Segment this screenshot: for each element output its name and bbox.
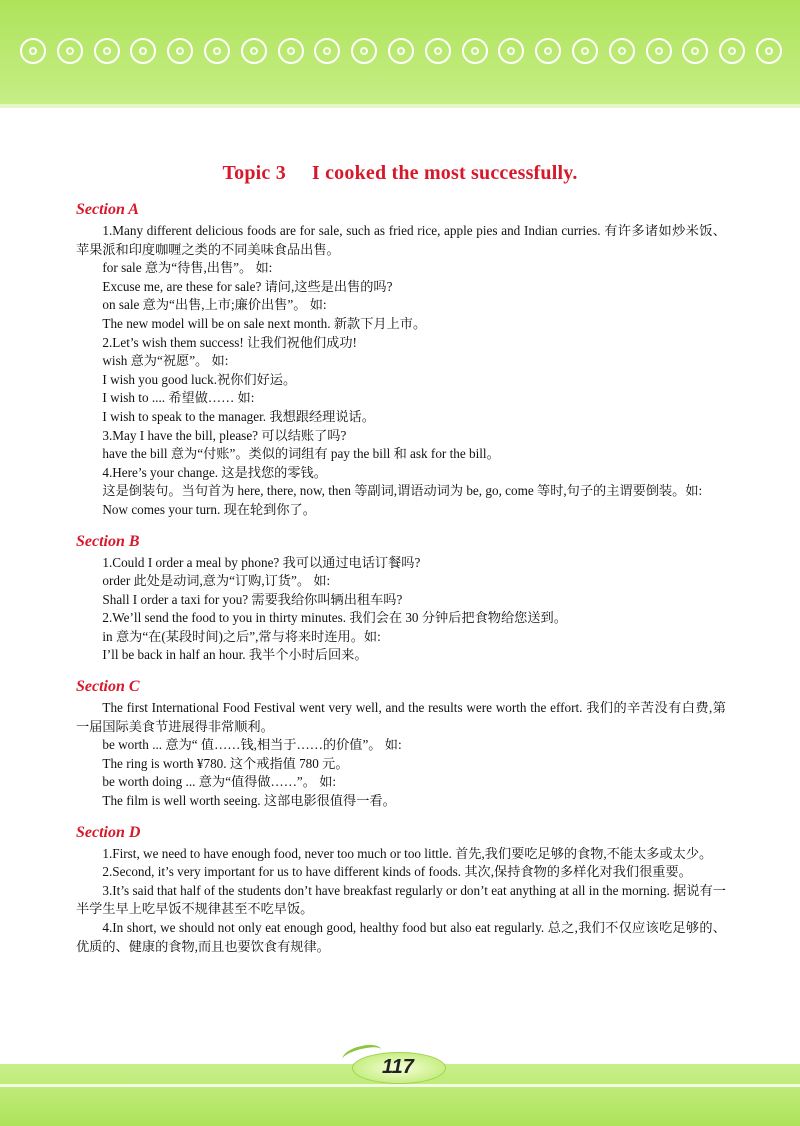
paragraph: I wish to .... 希望做…… 如:: [102, 390, 255, 406]
ring-ornament-icon: [388, 38, 414, 64]
section-b: [76, 530, 726, 666]
paragraph: 3.It’s said that half of the students don’t have breakfast regularly or don’t eat anything at all in the morning. 据说有一半学生早上吃早饭不规律甚至不吃早饭。: [76, 882, 726, 917]
paragraph: be worth ... 意为“ 值……钱,相当于……的价值”。 如:: [102, 737, 402, 753]
ring-ornament-icon: [609, 38, 635, 64]
page-number-badge: [340, 1046, 450, 1086]
header-divider: [0, 104, 800, 108]
paragraph: The ring is worth ¥780. 这个戒指值 780 元。: [102, 755, 349, 771]
section-heading: Section B: [76, 532, 140, 550]
paragraph: 这是倒装句。当句首为 here, there, now, then 等副词,谓语动词为 be, go, come 等时,句子的主谓要倒装。如:: [102, 483, 703, 499]
topic-label: Topic 3: [222, 162, 286, 184]
paragraph: 4.Here’s your change. 这是找您的零钱。: [102, 464, 327, 480]
paragraph: The film is well worth seeing. 这部电影很值得一看。: [102, 793, 396, 809]
ring-ornament-icon: [130, 38, 156, 64]
ring-ornament-icon: [572, 38, 598, 64]
topic-heading: I cooked the most successfully.: [311, 162, 578, 184]
ring-ornament-icon: [535, 38, 561, 64]
paragraph: 2.Let’s wish them success! 让我们祝他们成功!: [102, 334, 357, 350]
ring-ornament-icon: [719, 38, 745, 64]
ring-ornament-icon: [278, 38, 304, 64]
paragraph: order 此处是动词,意为“订购,订货”。 如:: [102, 573, 331, 589]
paragraph: 1.First, we need to have enough food, never too much or too little. 首先,我们要吃足够的食物,不能太多或太少。: [102, 845, 713, 861]
page-number: 117: [382, 1056, 414, 1078]
paragraph: Shall I order a taxi for you? 需要我给你叫辆出租车吗?: [102, 591, 403, 607]
paragraph: I wish to speak to the manager. 我想跟经理说话。: [102, 408, 375, 424]
paragraph: be worth doing ... 意为“值得做……”。 如:: [102, 774, 337, 790]
paragraph: 3.May I have the bill, please? 可以结账了吗?: [102, 427, 347, 443]
paragraph: in 意为“在(某段时间)之后”,常与将来时连用。如:: [102, 628, 381, 644]
ring-ornament-icon: [682, 38, 708, 64]
paragraph: Excuse me, are these for sale? 请问,这些是出售的吗?: [102, 278, 393, 294]
ring-ornament-icon: [314, 38, 340, 64]
paragraph: for sale 意为“待售,出售”。 如:: [102, 260, 273, 276]
ring-ornament-icon: [57, 38, 83, 64]
ring-ornament-icon: [756, 38, 782, 64]
ring-ornament-icon: [646, 38, 672, 64]
ring-ornament-icon: [498, 38, 524, 64]
paragraph: 1.Many different delicious foods are for sale, such as fried rice, apple pies and Indian curries. 有许多诸如炒米饭、苹果派和印度咖喱之类的不同美味食品出售。: [76, 223, 726, 257]
paragraph: I’ll be back in half an hour. 我半个小时后回来。: [102, 647, 368, 663]
ring-ornament-icon: [20, 38, 46, 64]
ring-row: [0, 38, 800, 72]
ring-ornament-icon: [241, 38, 267, 64]
paragraph: I wish you good luck.祝你们好运。: [102, 371, 297, 387]
section-a: [76, 198, 726, 520]
ring-ornament-icon: [351, 38, 377, 64]
paragraph: wish 意为“祝愿”。 如:: [102, 353, 229, 369]
section-heading: Section D: [76, 823, 141, 841]
section-heading: Section C: [76, 678, 140, 696]
paragraph: The first International Food Festival went very well, and the results were worth the effort. 我们的辛苦没有白费,第一届国际美食节进展得非常顺利。: [76, 700, 726, 734]
ring-ornament-icon: [425, 38, 451, 64]
paragraph: The new model will be on sale next month. 新款下月上市。: [102, 315, 427, 331]
paragraph: Now comes your turn. 现在轮到你了。: [102, 501, 316, 517]
paragraph: 2.Second, it’s very important for us to have different kinds of foods. 其次,保持食物的多样化对我们很重要。: [102, 864, 692, 880]
ring-ornament-icon: [462, 38, 488, 64]
ring-ornament-icon: [167, 38, 193, 64]
page-title: [0, 162, 800, 185]
paragraph: on sale 意为“出售,上市;廉价出售”。 如:: [102, 297, 327, 313]
paragraph: 2.We’ll send the food to you in thirty minutes. 我们会在 30 分钟后把食物给您送到。: [102, 610, 567, 626]
content-body: [76, 198, 726, 966]
header-band: [0, 0, 800, 104]
ring-ornament-icon: [204, 38, 230, 64]
paragraph: 1.Could I order a meal by phone? 我可以通过电话订餐吗?: [102, 554, 421, 570]
section-c: [76, 675, 726, 811]
paragraph: 4.In short, we should not only eat enough good, healthy food but also eat regularly. 总之,我们不仅应该吃足够的、优质的、健康的食物,而且也要饮食有规律。: [76, 920, 726, 954]
paragraph: have the bill 意为“付账”。类似的词组有 pay the bill 和 ask for the bill。: [102, 446, 500, 462]
section-d: [76, 821, 726, 957]
section-heading: Section A: [76, 201, 139, 218]
ring-ornament-icon: [94, 38, 120, 64]
